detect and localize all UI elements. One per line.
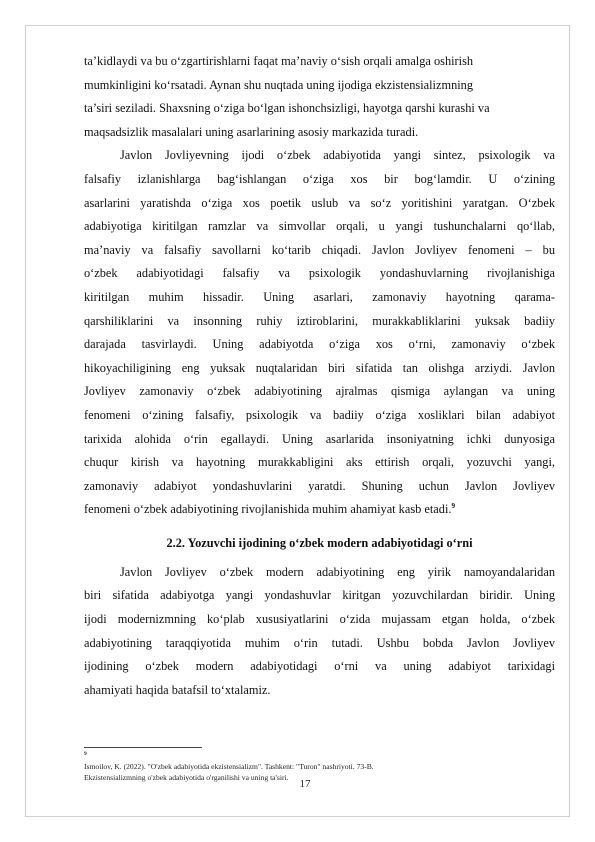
- text-line: kiritilgan muhim hissadir. Uning asarlari, zamonaviy hayotning qarama-: [84, 289, 555, 304]
- text-line: ijodi modernizmning ko‘plab xususiyatlarini o‘zida mujassam etgan holda, o‘zbek: [84, 612, 555, 627]
- section-heading: 2.2. Yozuvchi ijodining o‘zbek modern adabiyotidagi o‘rni: [166, 535, 473, 550]
- text-line: tarixida alohida o‘rin egallaydi. Uning asarlarida insoniyatning ichki dunyosiga: [84, 431, 555, 446]
- text-line: maqsadsizlik masalalari uning asarlarining asosiy markazida turadi.: [84, 124, 419, 139]
- footnote-marker: 9: [84, 751, 87, 757]
- text-line: adabiyotiga kiritilgan ramzlar va simvollar orqali, u yangi tushunchalarni qo‘llab,: [84, 219, 555, 234]
- text-line: fenomeni o‘zining falsafiy, psixologik va badiiy o‘ziga xosliklari bilan adabiyot: [84, 407, 555, 422]
- text-line: qarshiliklarini va insonning ruhiy iztiroblarini, murakkabliklarini yuksak badiiy: [84, 313, 555, 328]
- text-line-content: fenomeni o‘zbek adabiyotining rivojlanishida muhim ahamiyat kasb etadi.: [84, 502, 452, 517]
- text-line: biri sifatida adabiyotga yangi yondashuvlar kiritgan yozuvchilardan biridir. Uning: [84, 588, 555, 603]
- footnote-citation: Ismoilov, K. (2022). "O'zbek adabiyotida ekzistensializm". Tashkent: "Turon" nashriyoti. 73-B.: [84, 762, 374, 771]
- text-line: o‘zbek adabiyotidagi falsafiy va psixologik yondashuvlarning rivojlanishiga: [84, 266, 555, 281]
- paragraph-intro-continuation: [84, 50, 555, 144]
- text-line: hikoyachiligining eng yuksak nuqtalaridan biri sifatida tan olishga arziydi. Javlon: [84, 360, 555, 375]
- text-line: darajada tasvirlaydi. Uning adabiyotda o‘ziga xos o‘rni, zamonaviy o‘zbek: [84, 337, 555, 352]
- footnote: [84, 750, 544, 783]
- text-line: Javlon Jovliyevning ijodi o‘zbek adabiyotida yangi sintez, psixologik va: [120, 148, 555, 163]
- text-line: asarlarini yaratishda o‘ziga xos poetik uslub va so‘z yoritishini yaratgan. O‘zbek: [84, 195, 555, 210]
- text-line: chuqur kirish va hayotning murakkabligini aks ettirish orqali, yozuvchi yangi,: [84, 455, 555, 470]
- paragraph-section-intro: [84, 561, 555, 703]
- text-line-last: [84, 498, 555, 522]
- footnote-line-2: Ekzistensializmning o'zbek adabiyotida o'rganilishi va uning ta'siri.: [84, 773, 289, 782]
- text-line: ijodining o‘zbek modern adabiyotidagi o‘rni va uning adabiyot tarixidagi: [84, 659, 555, 674]
- footnote-reference[interactable]: 9: [451, 502, 455, 511]
- text-line: falsafiy izlanishlarga bag‘ishlangan o‘ziga xos bir bog‘lamdir. U o‘zining: [84, 171, 555, 186]
- text-line: ma’naviy va falsafiy savollarni ko‘tarib chiqadi. Javlon Jovliyev fenomeni – bu: [84, 242, 555, 257]
- text-line: ta’siri seziladi. Shaxsning o‘ziga bo‘lgan ishonchsizligi, hayotga qarshi kurashi va: [84, 101, 490, 116]
- text-line: Jovliyev zamonaviy o‘zbek adabiyotining ajralmas qismiga aylangan va uning: [84, 384, 555, 399]
- text-line: Javlon Jovliyev o‘zbek modern adabiyotining eng yirik namoyandalaridan: [120, 564, 555, 579]
- text-line: ta’kidlaydi va bu o‘zgartirishlarni faqat ma’naviy o‘sish orqali amalga oshirish: [84, 54, 474, 68]
- text-line: mumkinligini ko‘rsatadi. Aynan shu nuqtada uning ijodiga ekzistensializmning: [84, 77, 474, 92]
- text-line: zamonaviy adabiyot yondashuvlarini yaratdi. Shuning uchun Javlon Jovliyev: [84, 478, 555, 493]
- text-line: adabiyotining taraqqiyotida muhim o‘rin tutadi. Ushbu bobda Javlon Jovliyev: [84, 635, 555, 650]
- text-line: ahamiyati haqida batafsil to‘xtalamiz.: [84, 682, 271, 697]
- page-number: 17: [299, 778, 311, 790]
- footnote-line-1: [84, 750, 544, 772]
- paragraph-jovliyev-phenomenon: [84, 144, 555, 522]
- footnote-separator: [84, 747, 202, 748]
- page-body: [84, 50, 555, 702]
